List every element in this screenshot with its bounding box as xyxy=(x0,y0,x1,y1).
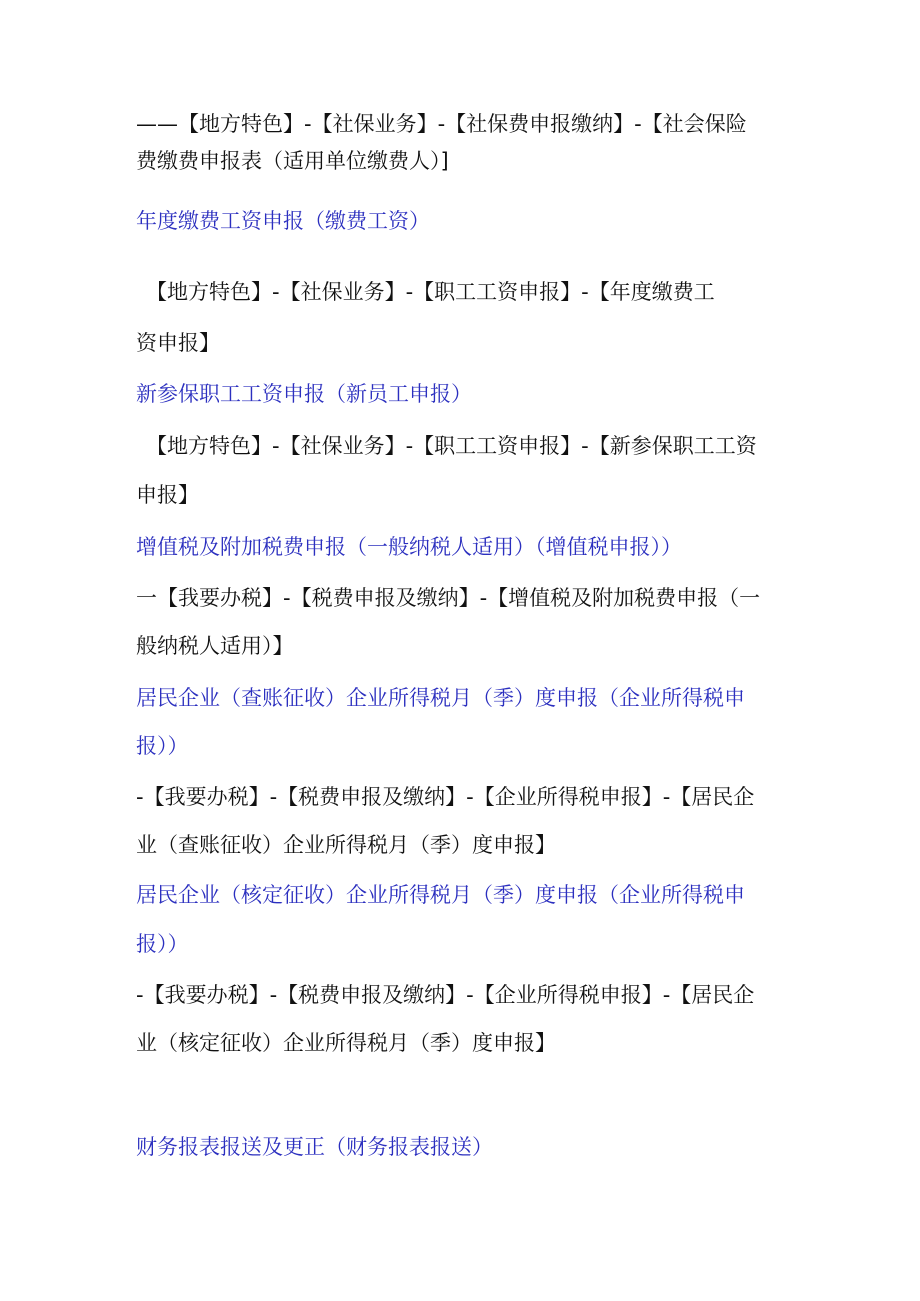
path-text-line: 申报】 xyxy=(136,483,199,507)
link-financial-statements[interactable]: 财务报表报送及更正（财务报表报送） xyxy=(136,1135,493,1159)
path-text-line: -【我要办税】-【税费申报及缴纳】-【企业所得税申报】-【居民企 xyxy=(136,983,755,1007)
path-text-line: 费缴费申报表（适用单位缴费人）] xyxy=(136,149,449,173)
link-cit-deemed-declaration[interactable]: 居民企业（核定征收）企业所得税月（季）度申报（企业所得税申 xyxy=(136,883,745,907)
path-text-line: 资申报】 xyxy=(136,331,220,355)
link-annual-wage-declaration[interactable]: 年度缴费工资申报（缴费工资） xyxy=(136,209,430,233)
path-text-line: 【地方特色】-【社保业务】-【职工工资申报】-【年度缴费工 xyxy=(146,280,715,304)
link-cit-audit-declaration[interactable]: 居民企业（查账征收）企业所得税月（季）度申报（企业所得税申 xyxy=(136,686,745,710)
link-vat-declaration[interactable]: 增值税及附加税费申报（一般纳税人适用）（增值税申报）） xyxy=(136,535,682,559)
path-text-line: -【我要办税】-【税费申报及缴纳】-【企业所得税申报】-【居民企 xyxy=(136,785,755,809)
path-text-line: 【地方特色】-【社保业务】-【职工工资申报】-【新参保职工工资 xyxy=(146,434,757,458)
path-text-line: 业（核定征收）企业所得税月（季）度申报】 xyxy=(136,1031,556,1055)
path-text-line: 般纳税人适用）】 xyxy=(136,634,294,658)
path-text-line: 业（查账征收）企业所得税月（季）度申报】 xyxy=(136,833,556,857)
path-text-line: ——【地方特色】-【社保业务】-【社保费申报缴纳】-【社会保险 xyxy=(136,112,747,136)
path-text-line: 一【我要办税】-【税费申报及缴纳】-【增值税及附加税费申报（一 xyxy=(136,586,761,610)
link-cit-deemed-declaration-cont[interactable]: 报）） xyxy=(136,932,189,956)
link-new-employee-wage-declaration[interactable]: 新参保职工工资申报（新员工申报） xyxy=(136,382,472,406)
link-cit-audit-declaration-cont[interactable]: 报）） xyxy=(136,734,189,758)
